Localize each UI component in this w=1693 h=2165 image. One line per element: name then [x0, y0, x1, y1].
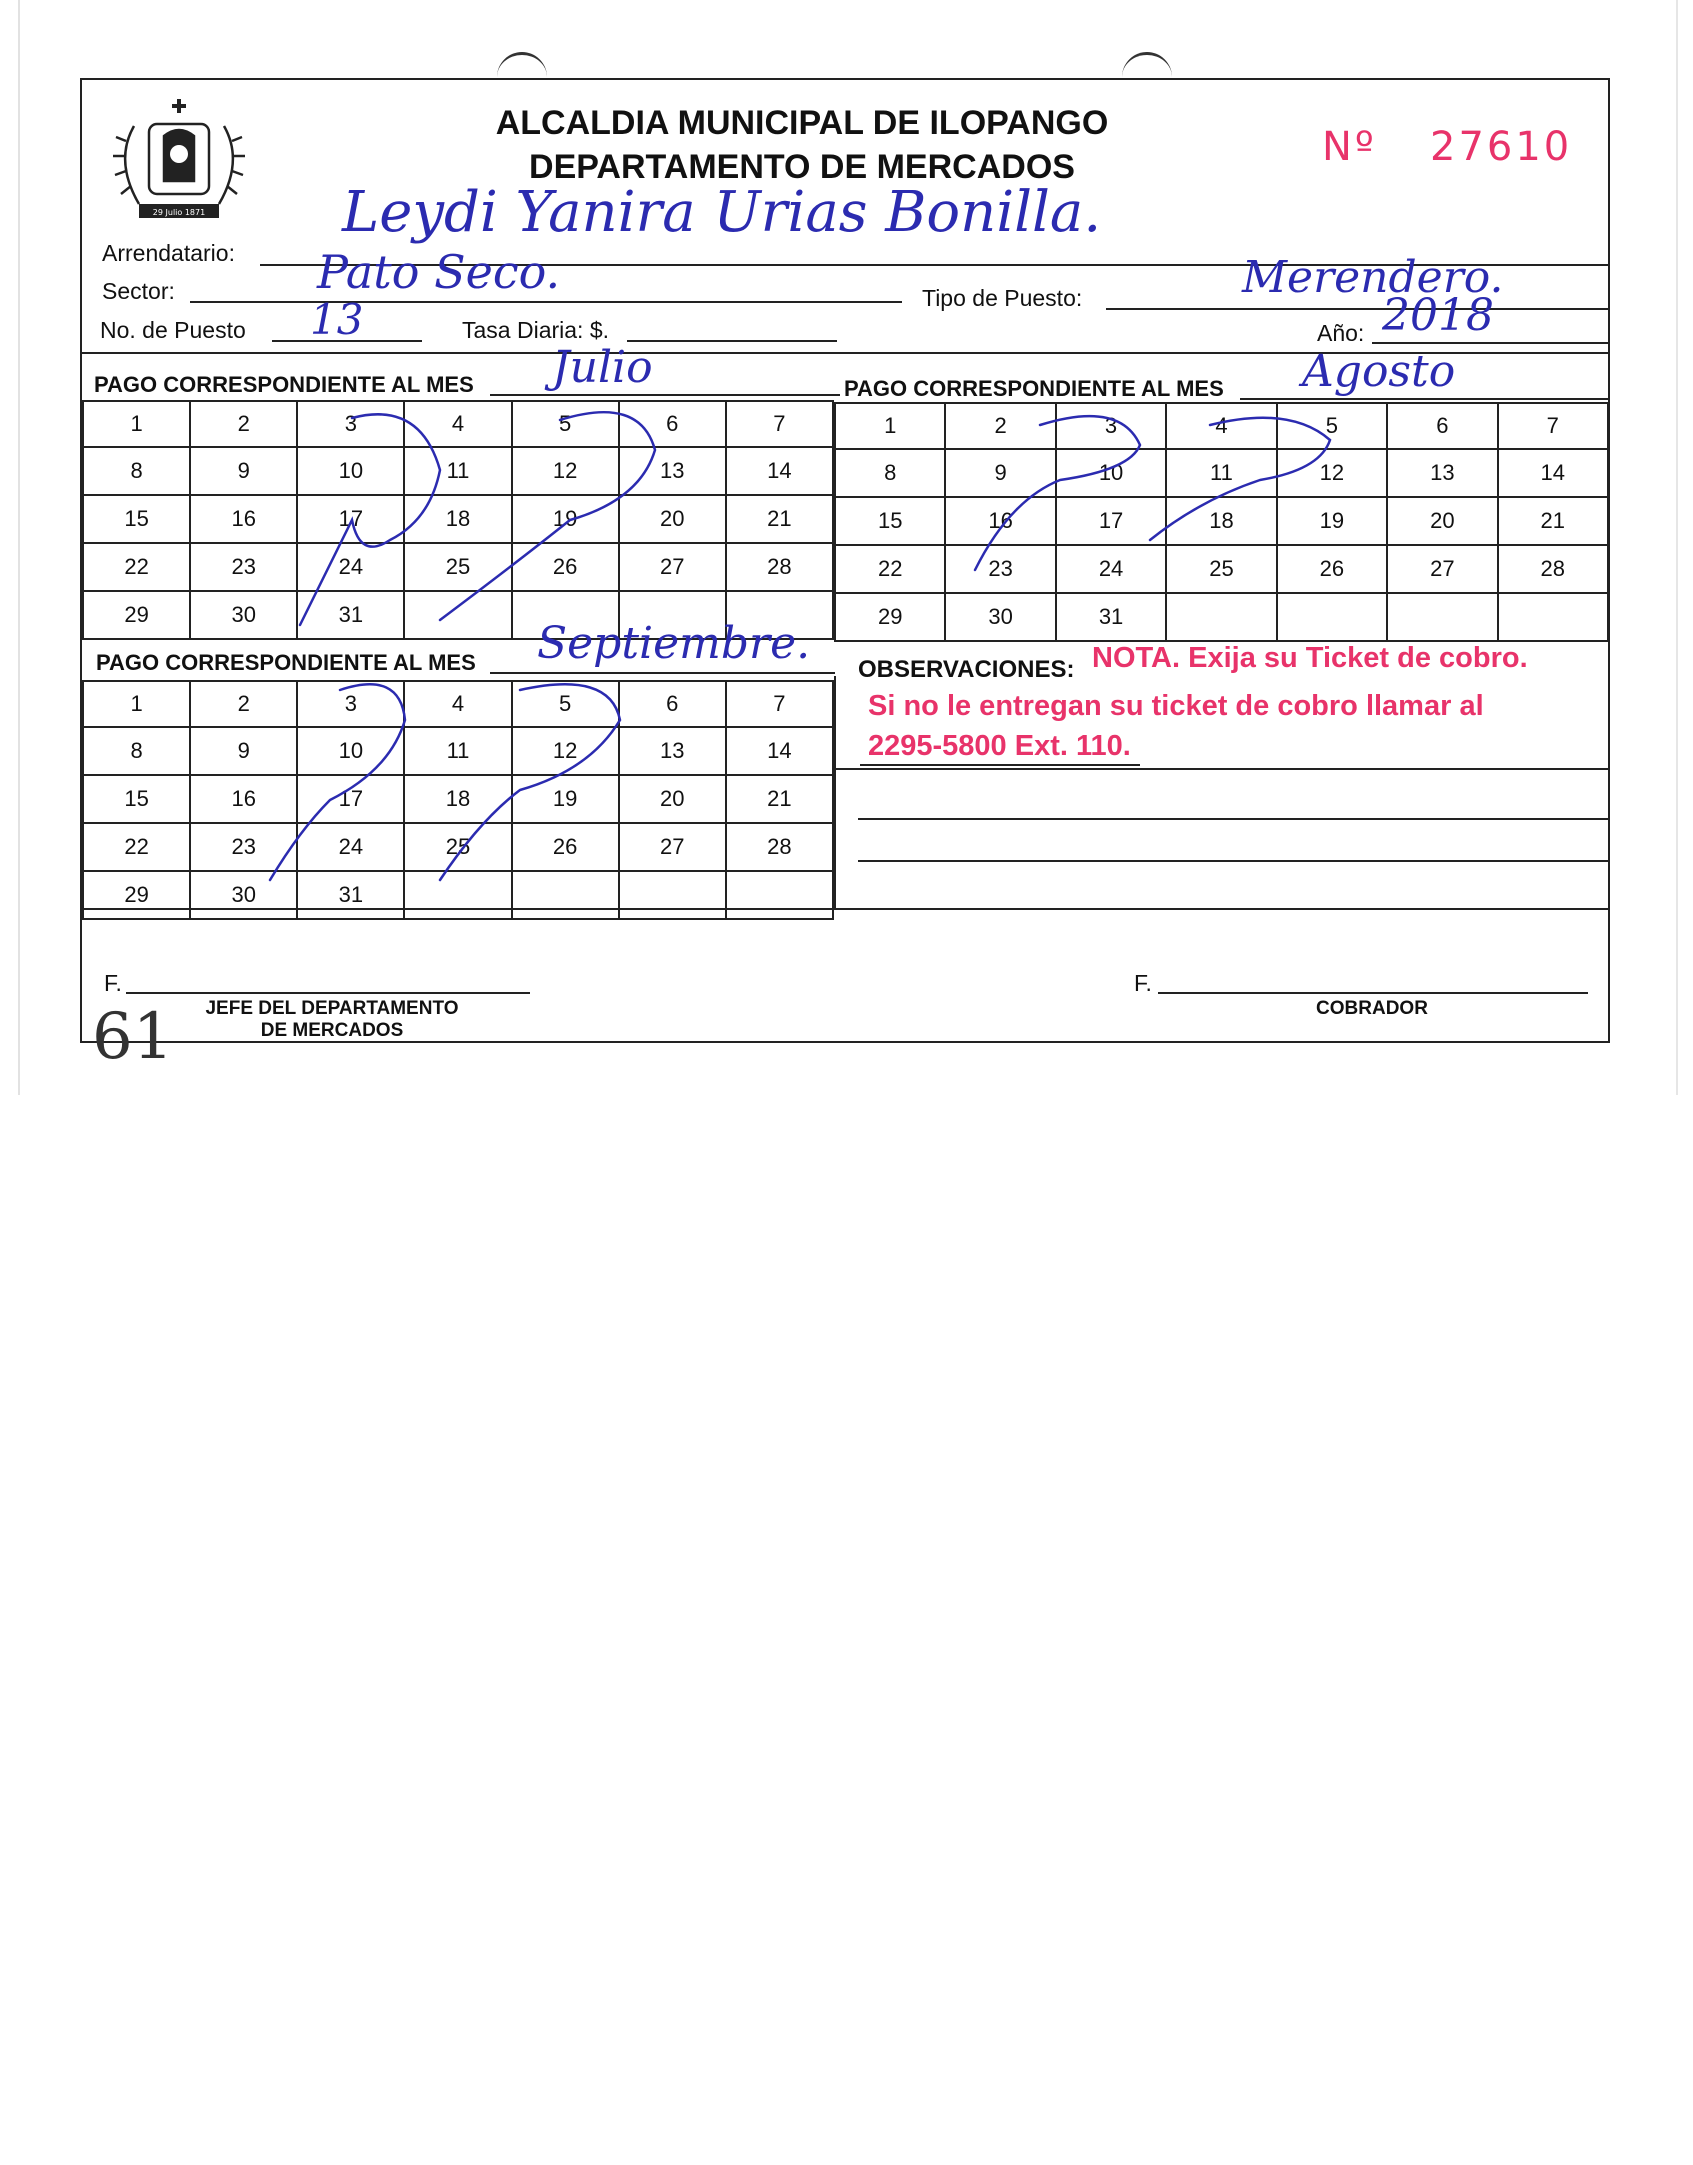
calendar-day-cell: 26	[512, 543, 619, 591]
calendar-day-cell: 19	[512, 775, 619, 823]
calendar-day-cell: 16	[190, 495, 297, 543]
calendar-day-cell: 24	[1056, 545, 1166, 593]
calendar-day-cell: 22	[83, 823, 190, 871]
title-department: DEPARTAMENTO DE MERCADOS	[529, 148, 1075, 186]
calendar-day-cell: 22	[83, 543, 190, 591]
calendar-day-cell: 14	[726, 727, 833, 775]
calendar-day-cell: 28	[1498, 545, 1608, 593]
sig-right-prefix: F.	[1134, 970, 1152, 996]
svg-text:29 Julio 1871: 29 Julio 1871	[152, 208, 206, 217]
calendar-day-cell: 6	[1387, 403, 1497, 449]
arrendatario-value: Leydi Yanira Urias Bonilla.	[342, 180, 1102, 245]
calendar-day-cell: 3	[297, 681, 404, 727]
calendar-day-cell: 4	[1166, 403, 1276, 449]
calendar-day-cell: 21	[1498, 497, 1608, 545]
calendar-day-cell: 23	[190, 823, 297, 871]
calendar-day-cell: 27	[1387, 545, 1497, 593]
calendar-day-cell: 3	[297, 401, 404, 447]
calendar-day-cell: 11	[404, 727, 511, 775]
calendar-day-cell: 14	[726, 447, 833, 495]
anio-label: Año:	[1317, 320, 1365, 346]
arrendatario-label: Arrendatario:	[102, 240, 235, 266]
calendar-day-cell: 31	[297, 871, 404, 919]
calendar-day-cell: 25	[404, 823, 511, 871]
calendar-day-cell: 20	[619, 495, 726, 543]
calendar-day-cell: 30	[945, 593, 1055, 641]
puesto-label: No. de Puesto	[100, 317, 246, 343]
calendar-day-cell: 25	[1166, 545, 1276, 593]
calendar-day-cell: 30	[190, 871, 297, 919]
calendar-day-cell: 27	[619, 823, 726, 871]
sig-left-prefix: F.	[104, 970, 122, 996]
calendar-day-cell: 24	[297, 543, 404, 591]
title-municipality: ALCALDIA MUNICIPAL DE ILOPANGO	[495, 104, 1109, 142]
calendar-day-cell: 20	[1387, 497, 1497, 545]
calendar-day-cell: 19	[1277, 497, 1387, 545]
calendar-day-cell: 17	[1056, 497, 1166, 545]
calendar-day-cell: 15	[83, 495, 190, 543]
calendar-day-cell: 29	[83, 591, 190, 639]
calendar-day-cell: 16	[945, 497, 1055, 545]
calendar-day-cell: 30	[190, 591, 297, 639]
calendar-day-cell: 5	[512, 681, 619, 727]
tasa-diaria-label: Tasa Diaria: $.	[462, 317, 610, 343]
calendar-day-cell: 5	[512, 401, 619, 447]
calendar-day-cell: 7	[726, 401, 833, 447]
anio-value: 2018	[1382, 290, 1494, 341]
month-agosto-value: Agosto	[1302, 346, 1456, 397]
calendar-day-cell: 7	[726, 681, 833, 727]
month-septiembre-label: PAGO CORRESPONDIENTE AL MES	[96, 650, 476, 675]
calendar-day-cell: 21	[726, 495, 833, 543]
month-septiembre-value: Septiembre.	[537, 618, 811, 669]
calendar-day-cell: 10	[1056, 449, 1166, 497]
calendar-day-cell: 12	[512, 447, 619, 495]
calendar-day-cell: 12	[512, 727, 619, 775]
calendar-day-cell: 26	[512, 823, 619, 871]
calendar-day-cell: 9	[190, 447, 297, 495]
sig-left-label-2: DE MERCADOS	[260, 1020, 404, 1041]
calendar-day-cell: 2	[190, 401, 297, 447]
calendar-day-cell: 13	[619, 447, 726, 495]
calendar-day-cell: 21	[726, 775, 833, 823]
calendar-day-cell: 23	[190, 543, 297, 591]
note-line-1: NOTA. Exija su Ticket de cobro.	[1092, 642, 1528, 674]
calendar-day-cell: 1	[835, 403, 945, 449]
margin-note: 61	[92, 1000, 174, 1074]
calendar-day-cell: 8	[83, 727, 190, 775]
sig-right-label: COBRADOR	[1316, 998, 1428, 1019]
sig-left-label-1: JEFE DEL DEPARTAMENTO	[205, 998, 459, 1019]
tipo-puesto-value: Merendero.	[1242, 252, 1504, 303]
calendar-day-cell: 28	[726, 543, 833, 591]
check-stroke-julio-1	[300, 414, 440, 625]
calendar-day-cell: 14	[1498, 449, 1608, 497]
check-stroke-julio-2	[440, 412, 655, 620]
calendar-day-cell: 2	[190, 681, 297, 727]
calendar-day-cell: 22	[835, 545, 945, 593]
calendar-day-cell: 25	[404, 543, 511, 591]
note-line-2: Si no le entregan su ticket de cobro llamar al	[868, 690, 1484, 722]
calendar-day-cell: 18	[404, 495, 511, 543]
note-line-3: 2295-5800 Ext. 110.	[868, 730, 1131, 762]
calendar-day-cell: 1	[83, 401, 190, 447]
calendar-day-cell: 29	[835, 593, 945, 641]
check-stroke-agosto-1	[975, 416, 1140, 570]
calendar-day-cell: 31	[297, 591, 404, 639]
calendar-day-cell: 11	[404, 447, 511, 495]
calendar-day-cell: 3	[1056, 403, 1166, 449]
calendar-day-cell: 16	[190, 775, 297, 823]
tipo-puesto-label: Tipo de Puesto:	[922, 285, 1083, 311]
calendar-day-cell: 2	[945, 403, 1055, 449]
calendar-day-cell: 7	[1498, 403, 1608, 449]
month-agosto-label: PAGO CORRESPONDIENTE AL MES	[844, 376, 1224, 401]
calendar-day-cell: 18	[1166, 497, 1276, 545]
check-stroke-agosto-2	[1150, 418, 1330, 540]
calendar-day-cell: 15	[83, 775, 190, 823]
calendar-day-cell: 4	[404, 401, 511, 447]
sector-label: Sector:	[102, 278, 175, 304]
calendar-day-cell: 15	[835, 497, 945, 545]
calendar-day-cell: 9	[945, 449, 1055, 497]
calendar-day-cell: 29	[83, 871, 190, 919]
calendar-day-cell: 10	[297, 727, 404, 775]
calendar-day-cell: 17	[297, 495, 404, 543]
calendar-day-cell: 26	[1277, 545, 1387, 593]
check-stroke-sept-1	[270, 684, 405, 880]
puesto-value: 13	[310, 295, 364, 344]
calendar-day-cell: 31	[1056, 593, 1166, 641]
ticket-number-value: 27610	[1430, 124, 1573, 170]
calendar-day-cell: 9	[190, 727, 297, 775]
calendar-day-cell: 5	[1277, 403, 1387, 449]
calendar-day-cell: 4	[404, 681, 511, 727]
calendar-day-cell: 8	[83, 447, 190, 495]
calendar-day-cell: 11	[1166, 449, 1276, 497]
calendar-day-cell: 24	[297, 823, 404, 871]
month-julio-label: PAGO CORRESPONDIENTE AL MES	[94, 372, 474, 397]
calendar-day-cell: 17	[297, 775, 404, 823]
calendar-day-cell: 6	[619, 401, 726, 447]
calendar-day-cell: 13	[619, 727, 726, 775]
calendar-day-cell: 10	[297, 447, 404, 495]
calendar-day-cell: 27	[619, 543, 726, 591]
calendar-day-cell: 6	[619, 681, 726, 727]
calendar-day-cell: 23	[945, 545, 1055, 593]
check-stroke-sept-2	[440, 684, 620, 880]
month-julio-value: Julio	[552, 342, 653, 393]
calendar-day-cell: 20	[619, 775, 726, 823]
calendar-day-cell: 28	[726, 823, 833, 871]
sector-value: Pato Seco.	[317, 245, 561, 299]
calendar-day-cell: 19	[512, 495, 619, 543]
calendar-day-cell: 18	[404, 775, 511, 823]
observaciones-label: OBSERVACIONES:	[858, 656, 1075, 683]
calendar-day-cell: 12	[1277, 449, 1387, 497]
calendar-day-cell: 13	[1387, 449, 1497, 497]
calendar-day-cell: 1	[83, 681, 190, 727]
ticket-number-label: Nº	[1322, 124, 1377, 170]
calendar-day-cell: 8	[835, 449, 945, 497]
